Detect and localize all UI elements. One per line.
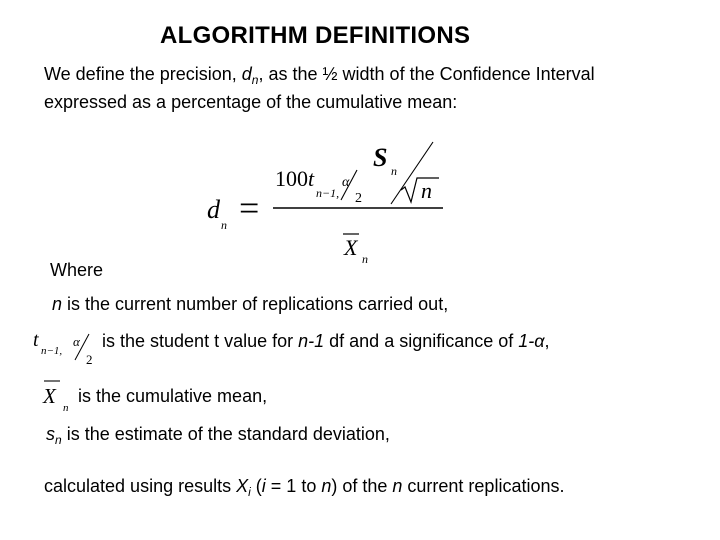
- intro-line-2: expressed as a percentage of the cumulative mean:: [44, 92, 458, 112]
- def-t-text-2: df and a significance of: [324, 331, 519, 351]
- xbar-symbol-X: X: [43, 384, 56, 408]
- footer-text-1: calculated using results: [44, 476, 237, 496]
- t-symbol-t: t: [33, 329, 39, 351]
- def-n: [52, 294, 448, 315]
- formula-X: X: [344, 235, 358, 260]
- footer-X: X: [236, 476, 249, 496]
- t-symbol-two: 2: [86, 352, 93, 367]
- def-n-symbol: n: [52, 294, 63, 314]
- t-symbol-subscript: n−1,: [41, 345, 63, 357]
- formula-t-subscript: n−1,: [316, 186, 340, 200]
- footer-n-1: n: [321, 476, 332, 496]
- footer-line: [44, 476, 564, 499]
- footer-text-3: = 1 to: [265, 476, 322, 496]
- t-symbol-alpha: α: [73, 334, 80, 349]
- precision-subscript: n: [251, 73, 259, 87]
- def-t-text-1: is the student t value for: [102, 331, 299, 351]
- xbar-symbol: [40, 376, 76, 416]
- def-n-text: is the current number of replications carried out,: [62, 294, 449, 314]
- def-s-subscript: n: [55, 433, 62, 447]
- def-s-text: is the estimate of the standard deviation,: [61, 424, 390, 444]
- formula-two: 2: [355, 191, 362, 206]
- t-value-symbol: [30, 326, 100, 370]
- footer-i: i: [261, 476, 266, 496]
- footer-X-subscript: i: [248, 485, 251, 499]
- formula-X-subscript: n: [362, 252, 368, 266]
- precision-symbol: d: [241, 64, 252, 84]
- def-t-text-3: ,: [544, 331, 550, 351]
- intro-text-2: , as the ½ width of the Confidence Interval: [258, 64, 595, 84]
- formula-equals: =: [239, 188, 260, 228]
- formula-hundred: 100: [275, 166, 308, 191]
- formula-t: t: [308, 166, 315, 191]
- intro-line-1: [44, 64, 595, 87]
- def-t: [102, 331, 550, 352]
- where-label: Where: [50, 260, 104, 280]
- slide-title: ALGORITHM DEFINITIONS: [160, 22, 471, 49]
- formula-lhs-d: d: [207, 195, 220, 224]
- footer-text-4: ) of the: [331, 476, 393, 496]
- def-t-significance: 1-α: [518, 331, 545, 351]
- xbar-symbol-subscript: n: [63, 402, 69, 414]
- def-s-symbol: s: [46, 424, 55, 444]
- footer-n-2: n: [392, 476, 403, 496]
- formula-alpha: α: [342, 175, 350, 190]
- def-s: [46, 424, 390, 447]
- intro-text-1: We define the precision,: [44, 64, 242, 84]
- footer-text-5: current replications.: [402, 476, 565, 496]
- def-xbar: is the cumulative mean,: [78, 386, 268, 406]
- formula-S: S: [373, 143, 388, 172]
- precision-formula: [195, 140, 455, 268]
- formula-lhs-subscript: n: [221, 218, 227, 232]
- formula-S-subscript: n: [391, 164, 397, 178]
- formula-sqrt-n: n: [421, 178, 432, 203]
- def-t-df: n-1: [298, 331, 325, 351]
- footer-text-2: (: [250, 476, 262, 496]
